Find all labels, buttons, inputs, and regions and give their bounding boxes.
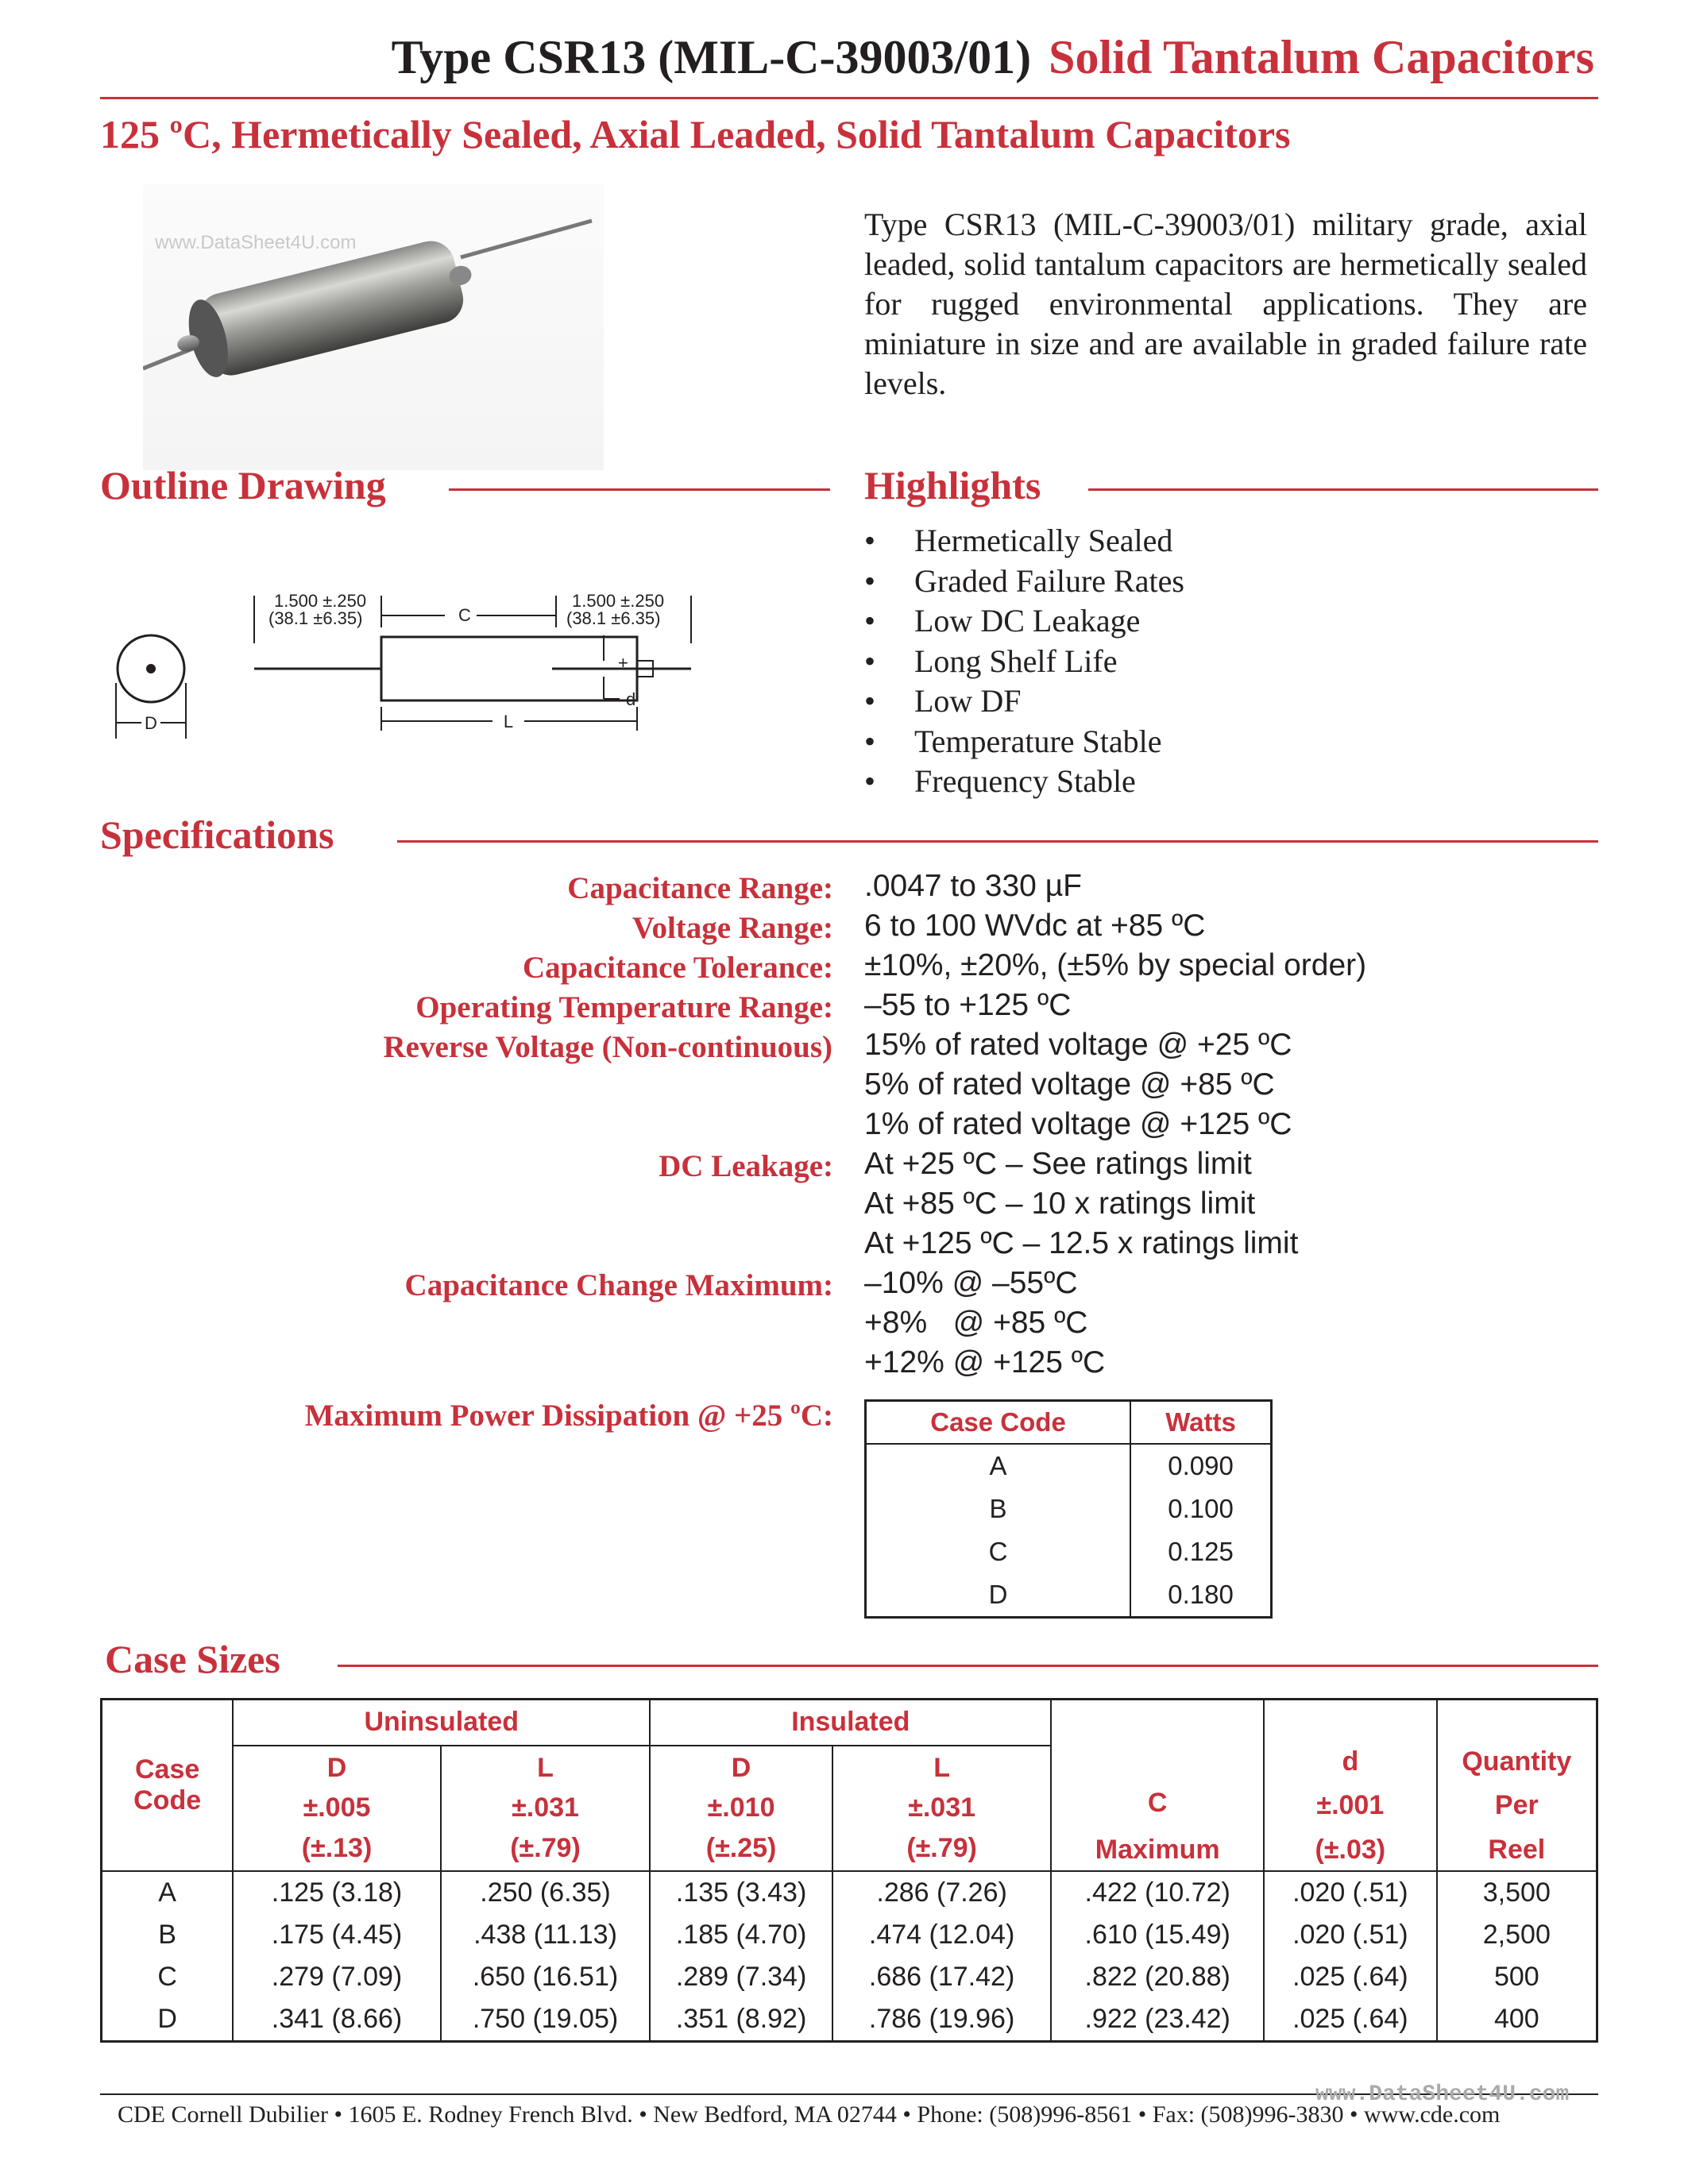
table-header: Case Code	[866, 1401, 1131, 1445]
spec-label-voltage-range: Voltage Range:	[632, 911, 833, 945]
col-header-quantity: Quantity Per Reel	[1437, 1700, 1597, 1871]
group-header-uninsulated: Uninsulated	[233, 1700, 650, 1746]
table-cell: .341 (8.66)	[233, 1998, 440, 2042]
highlight-item: • Temperature Stable	[864, 722, 1184, 762]
table-row	[102, 1956, 1597, 1998]
table-header: Watts	[1130, 1401, 1271, 1445]
col-header-insulated-d: D ±.010 (±.25)	[650, 1746, 832, 1871]
table-cell: .175 (4.45)	[233, 1914, 440, 1956]
product-photo	[143, 184, 604, 470]
table-row	[866, 1444, 1272, 1488]
highlights-rule	[1088, 488, 1598, 491]
table-row	[102, 1914, 1597, 1956]
table-cell: B	[866, 1488, 1131, 1530]
spec-value-operating-temperature: –55 to +125 ºC	[864, 988, 1072, 1022]
table-cell: .474 (12.04)	[832, 1914, 1052, 1956]
table-cell: .020 (.51)	[1264, 1871, 1437, 1914]
lead-dim-right-2: (38.1 ±6.35)	[566, 608, 661, 628]
highlight-item: • Low DF	[864, 681, 1184, 722]
spec-value-dc-leakage: At +25 ºC – See ratings limit	[864, 1147, 1252, 1181]
watermark-text-footer: www.DataSheet4U.com	[1315, 2082, 1570, 2107]
dim-label-d-upper: D	[145, 713, 157, 733]
title-rule	[100, 97, 1598, 99]
capacitor-photo-image	[143, 184, 604, 470]
col-header-uninsulated-d: D ±.005 (±.13)	[233, 1746, 440, 1871]
dim-label-d-lower: d	[626, 689, 636, 709]
table-row	[102, 1871, 1597, 1914]
table-cell: .250 (6.35)	[441, 1871, 651, 1914]
highlight-item: • Graded Failure Rates	[864, 561, 1184, 602]
spec-value-reverse-voltage: 15% of rated voltage @ +25 ºC	[864, 1028, 1292, 1062]
lead-dim-left-1: 1.500 ±.250	[274, 591, 367, 611]
col-header-uninsulated-l: L ±.031 (±.79)	[441, 1746, 651, 1871]
table-cell: .610 (15.49)	[1051, 1914, 1264, 1956]
spec-label-dc-leakage: DC Leakage:	[659, 1149, 833, 1183]
spec-value-capacitance-tolerance: ±10%, ±20%, (±5% by special order)	[864, 948, 1367, 982]
outline-drawing-heading: Outline Drawing	[100, 463, 386, 507]
highlight-item: • Frequency Stable	[864, 762, 1184, 802]
lead-dim-right-1: 1.500 ±.250	[572, 591, 665, 611]
page-title	[392, 30, 1594, 85]
table-cell: .020 (.51)	[1264, 1914, 1437, 1956]
power-dissipation-table	[864, 1399, 1273, 1619]
polarity-plus: +	[618, 653, 628, 673]
spec-label-capacitance-change: Capacitance Change Maximum:	[404, 1268, 833, 1302]
spec-value-capacitance-change: +12% @ +125 ºC	[864, 1345, 1106, 1379]
spec-value-reverse-voltage: 5% of rated voltage @ +85 ºC	[864, 1067, 1275, 1102]
table-cell: A	[102, 1871, 234, 1914]
table-cell: 2,500	[1437, 1914, 1597, 1956]
title-product: Solid Tantalum Capacitors	[1049, 31, 1594, 83]
table-cell: .185 (4.70)	[650, 1914, 832, 1956]
spec-value-reverse-voltage: 1% of rated voltage @ +125 ºC	[864, 1107, 1292, 1141]
spec-label-operating-temperature: Operating Temperature Range:	[415, 990, 833, 1024]
table-cell: D	[102, 1998, 234, 2042]
spec-value-voltage-range: 6 to 100 WVdc at +85 ºC	[864, 909, 1206, 943]
table-cell: A	[866, 1444, 1131, 1488]
table-row	[866, 1573, 1272, 1618]
table-cell: 0.180	[1168, 1580, 1234, 1609]
highlights-heading: Highlights	[864, 463, 1041, 507]
lead-dim-left-2: (38.1 ±6.35)	[268, 608, 363, 628]
table-cell: .422 (10.72)	[1051, 1871, 1264, 1914]
specifications-rule	[397, 840, 1598, 843]
spec-value-dc-leakage: At +85 ºC – 10 x ratings limit	[864, 1187, 1256, 1221]
table-cell: .135 (3.43)	[650, 1871, 832, 1914]
spec-value-capacitance-change: +8% @ +85 ºC	[864, 1306, 1088, 1340]
table-cell: 0.125	[1168, 1537, 1234, 1566]
table-cell: .286 (7.26)	[832, 1871, 1052, 1914]
table-cell: C	[102, 1956, 234, 1998]
table-cell: 3,500	[1437, 1871, 1597, 1914]
spec-value-capacitance-range: .0047 to 330 µF	[864, 869, 1082, 903]
spec-label-capacitance-range: Capacitance Range:	[567, 871, 833, 905]
col-header-insulated-l: L ±.031 (±.79)	[832, 1746, 1052, 1871]
table-cell: C	[866, 1530, 1131, 1573]
table-cell: .650 (16.51)	[441, 1956, 651, 1998]
outline-drawing	[95, 580, 715, 754]
col-header-c-max: C Maximum	[1051, 1700, 1264, 1871]
page-subtitle: 125 ºC, Hermetically Sealed, Axial Leaded, Solid Tantalum Capacitors	[100, 112, 1291, 156]
table-cell: .025 (.64)	[1264, 1998, 1437, 2042]
table-cell: .786 (19.96)	[832, 1998, 1052, 2042]
table-cell: .351 (8.92)	[650, 1998, 832, 2042]
dim-label-l: L	[503, 712, 514, 731]
table-row	[866, 1530, 1272, 1573]
dim-label-c: C	[458, 605, 471, 625]
col-header-lead-diameter: d ±.001 (±.03)	[1264, 1700, 1437, 1871]
table-cell: .289 (7.34)	[650, 1956, 832, 1998]
group-header-insulated: Insulated	[650, 1700, 1051, 1746]
spec-value-capacitance-change: –10% @ –55ºC	[864, 1266, 1078, 1300]
table-cell: .922 (23.42)	[1051, 1998, 1264, 2042]
table-cell: .750 (19.05)	[441, 1998, 651, 2042]
watermark-text: www.DataSheet4U.com	[155, 232, 357, 253]
spec-label-reverse-voltage: Reverse Voltage (Non-continuous)	[383, 1030, 832, 1064]
table-cell: .025 (.64)	[1264, 1956, 1437, 1998]
intro-paragraph: Type CSR13 (MIL-C-39003/01) military grade, axial leaded, solid tantalum capacitors are hermetically sealed for rugged environmental applications. They are miniature in size and are available in graded failure rate levels.	[864, 206, 1587, 401]
table-cell: 400	[1437, 1998, 1597, 2042]
highlight-item: • Long Shelf Life	[864, 642, 1184, 682]
spec-value-dc-leakage: At +125 ºC – 12.5 x ratings limit	[864, 1226, 1299, 1260]
table-cell: .686 (17.42)	[832, 1956, 1052, 1998]
table-cell: D	[866, 1573, 1131, 1618]
case-sizes-rule	[338, 1665, 1598, 1667]
table-cell: .125 (3.18)	[233, 1871, 440, 1914]
table-cell: 0.100	[1168, 1494, 1234, 1523]
title-type: Type CSR13 (MIL-C-39003/01)	[391, 31, 1032, 83]
table-cell: .279 (7.09)	[233, 1956, 440, 1998]
table-cell: B	[102, 1914, 234, 1956]
table-cell: .822 (20.88)	[1051, 1956, 1264, 1998]
spec-label-power-dissipation: Maximum Power Dissipation @ +25 ºC:	[304, 1399, 833, 1433]
table-row	[102, 1998, 1597, 2042]
spec-label-capacitance-tolerance: Capacitance Tolerance:	[522, 951, 833, 985]
table-cell: .438 (11.13)	[441, 1914, 651, 1956]
footer-contact: CDE Cornell Dubilier • 1605 E. Rodney French Blvd. • New Bedford, MA 02744 • Phone: (508)996-8561 • Fax: (508)996-3830 • www.cde.com	[118, 2101, 1501, 2128]
highlight-item: • Low DC Leakage	[864, 601, 1184, 642]
table-row	[866, 1488, 1272, 1530]
col-header-case-code: Case Code	[102, 1700, 234, 1871]
table-cell: 0.090	[1168, 1451, 1234, 1480]
specifications-heading: Specifications	[100, 812, 334, 857]
case-sizes-table	[100, 1698, 1598, 2043]
case-sizes-heading: Case Sizes	[105, 1637, 280, 1681]
highlights-list	[864, 521, 1184, 802]
highlight-item: • Hermetically Sealed	[864, 521, 1184, 561]
outline-rule	[449, 488, 830, 491]
table-cell: 500	[1437, 1956, 1597, 1998]
